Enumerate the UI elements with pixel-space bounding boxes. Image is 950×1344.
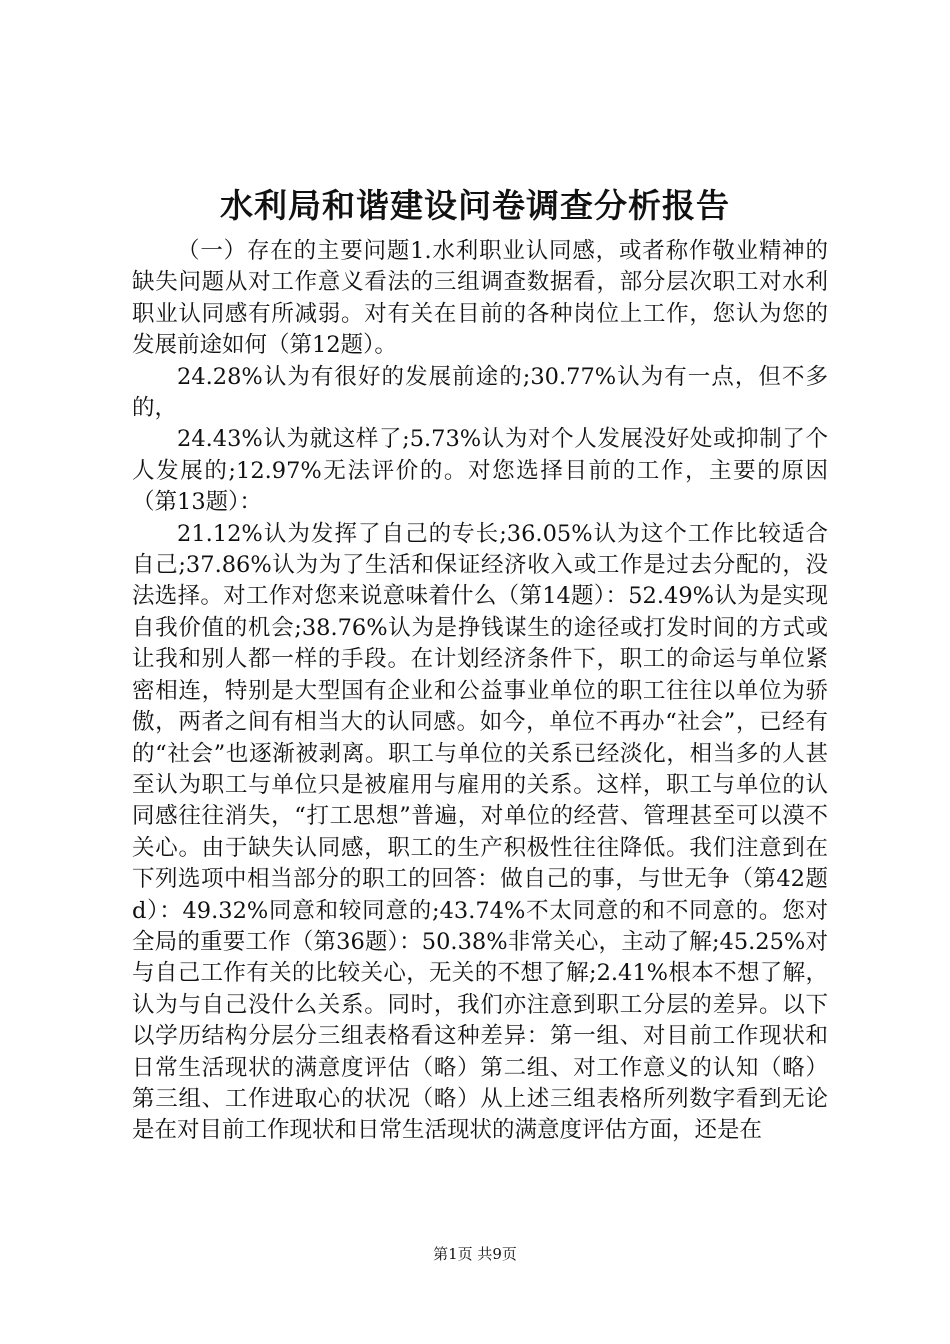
paragraph-1: （一）存在的主要问题1.水利职业认同感，或者称作敬业精神的缺失问题从对工作意义看法的三组调查数据看，部分层次职工对水利职业认同感有所减弱。对有关在目前的各种岗位上工作，您认为您的发展前途如何（第12题）。 — [132, 238, 828, 359]
paragraph-3: 24.43%认为就这样了;5.73%认为对个人发展没好处或抑制了个人发展的;12.97%无法评价的。对您选择目前的工作，主要的原因（第13题）： — [132, 426, 828, 516]
page-footer: 第1页 共9页 — [433, 1245, 517, 1263]
paragraph-2: 24.28%认为有很好的发展前途的;30.77%认为有一点，但不多的， — [132, 363, 828, 422]
document-title: 水利局和谐建设问卷调查分析报告 — [220, 186, 730, 225]
document-body — [132, 236, 828, 1147]
paragraph-4: 21.12%认为发挥了自己的专长;36.05%认为这个工作比较适合自己;37.86%认为为了生活和保证经济收入或工作是过去分配的，没法选择。对工作对您来说意味着什么（第14题）：52.49%认为是实现自我价值的机会;38.76%认为是挣钱谋生的途径或打发时间的方式或让我和别人都一样的手段。在计划经济条件下，职工的命运与单位紧密相连，特别是大型国有企业和公益事业单位的职工往往以单位为骄傲，两者之间有相当大的认同感。如今，单位不再办“社会”，已经有的“社会”也逐渐被剥离。职工与单位的关系已经淡化，相当多的人甚至认为职工与单位只是被雇用与雇用的关系。这样，职工与单位的认同感往往消失，“打工思想”普遍，对单位的经营、管理甚至可以漠不关心。由于缺失认同感，职工的生产积极性往往降低。我们注意到在下列选项中相当部分的职工的回答：做自己的事，与世无争（第42题d）：49.32%同意和较同意的;43.74%不太同意的和不同意的。您对全局的重要工作（第36题）：50.38%非常关心，主动了解;45.25%对与自己工作有关的比较关心，无关的不想了解;2.41%根本不想了解，认为与自己没什么关系。同时，我们亦注意到职工分层的差异。以下以学历结构分层分三组表格看这种差异：第一组、对目前工作现状和日常生活现状的满意度评估（略）第二组、对工作意义的认知（略）第三组、工作进取心的状况（略）从上述三组表格所列数字看到无论是在对目前工作现状和日常生活现状的满意度评估方面，还是在 — [132, 520, 828, 1144]
